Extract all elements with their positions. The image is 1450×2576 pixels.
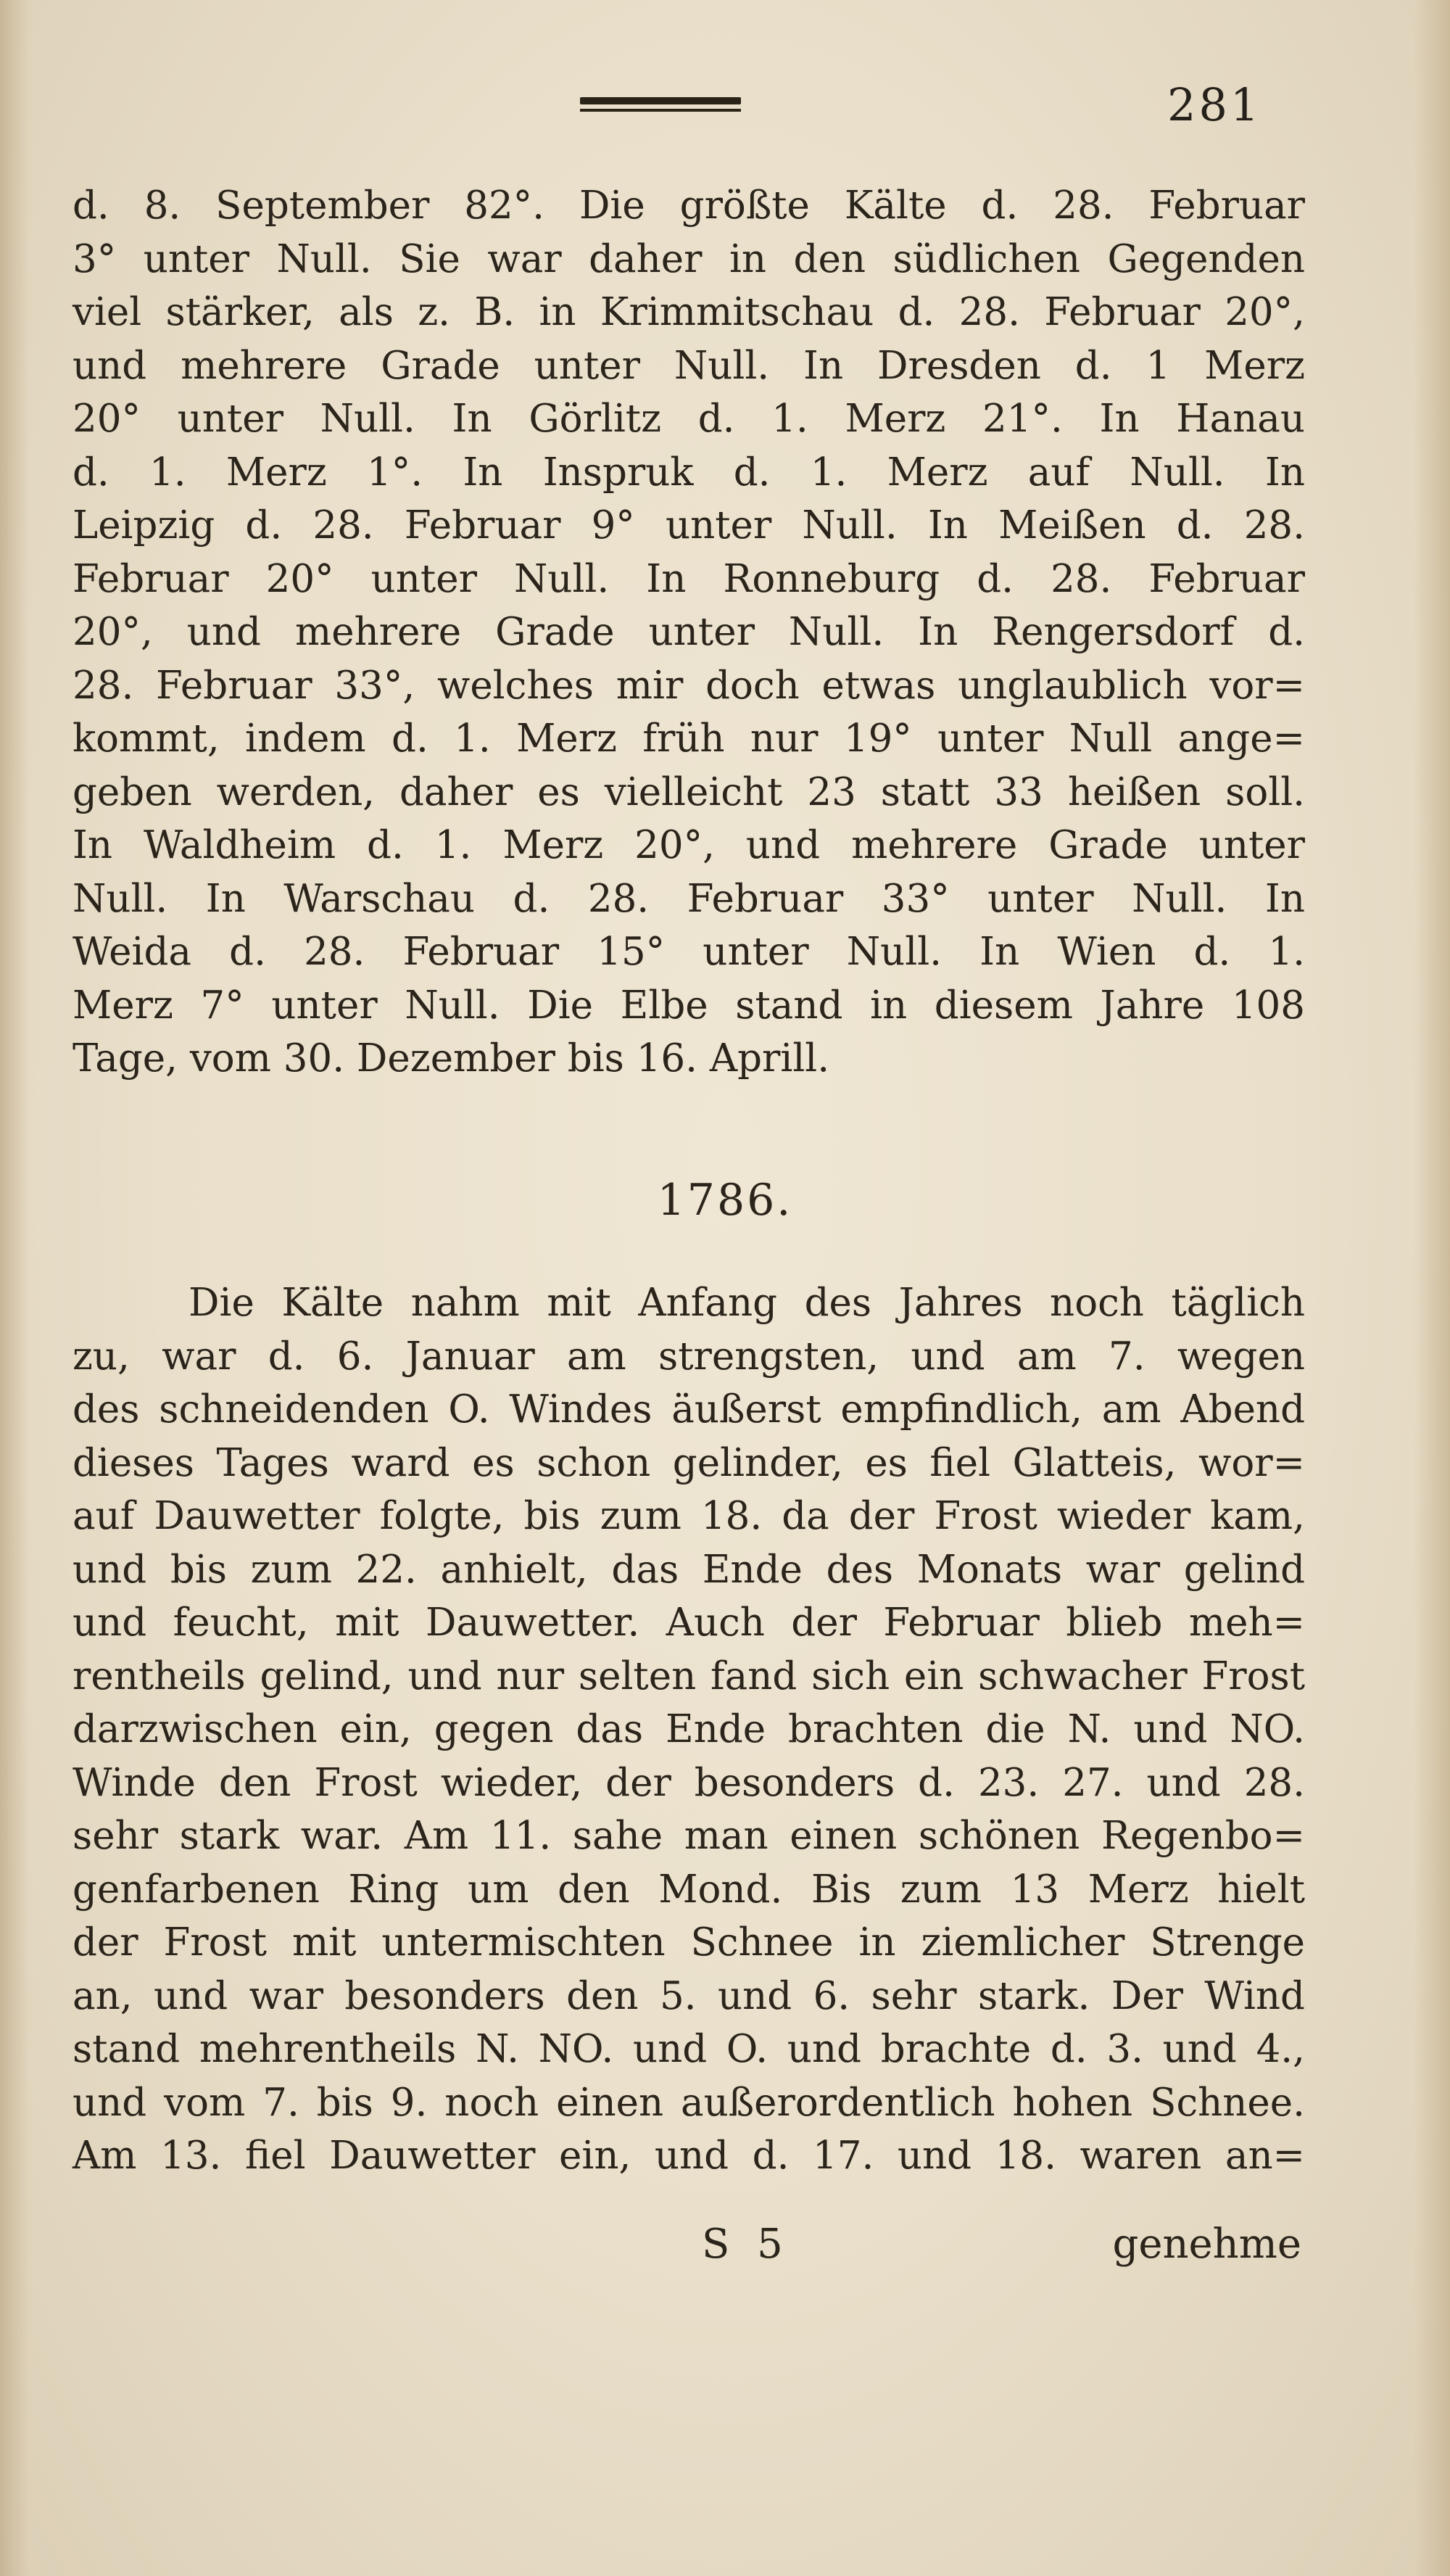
- text-line: kommt, indem d. 1. Merz früh nur 19° unter Null ange=: [72, 717, 1305, 761]
- text-line: Weida d. 28. Februar 15° unter Null. In Wien d. 1.: [72, 930, 1305, 974]
- text-line: 20° unter Null. In Görlitz d. 1. Merz 21°. In Hanau: [72, 397, 1305, 441]
- header-rule-thick: [580, 97, 741, 104]
- text-line: d. 1. Merz 1°. In Inspruk d. 1. Merz auf Null. In: [72, 450, 1305, 495]
- text-line: des schneidenden O. Windes äußerst empfindlich, am Abend: [72, 1387, 1305, 1432]
- text-line: und bis zum 22. anhielt, das Ende des Monats war gelind: [72, 1547, 1305, 1592]
- text-line: und feucht, mit Dauwetter. Auch der Februar blieb meh=: [72, 1601, 1305, 1645]
- year-heading: 1786.: [657, 1175, 793, 1226]
- paragraph-1: [72, 179, 1305, 1086]
- text-line: 3° unter Null. Sie war daher in den südlichen Gegenden: [72, 236, 1305, 281]
- text-line: an, und war besonders den 5. und 6. sehr stark. Der Wind: [72, 1973, 1305, 2018]
- text-line: Februar 20° unter Null. In Ronneburg d. 28. Februar: [72, 556, 1305, 601]
- text-line: In Waldheim d. 1. Merz 20°, und mehrere Grade unter: [72, 823, 1305, 867]
- text-line: Winde den Frost wieder, der besonders d. 23. 27. und 28.: [72, 1760, 1305, 1805]
- text-line: 20°, und mehrere Grade unter Null. In Rengersdorf d.: [72, 610, 1305, 654]
- text-line: d. 8. September 82°. Die größte Kälte d. 28. Februar: [72, 183, 1305, 228]
- text-line: darzwischen ein, gegen das Ende brachten die N. und NO.: [72, 1707, 1305, 1751]
- catchword: genehme: [1112, 2221, 1301, 2268]
- text-line: der Frost mit untermischten Schnee in ziemlicher Strenge: [72, 1920, 1305, 1965]
- text-line: zu, war d. 6. Januar am strengsten, und am 7. wegen: [72, 1334, 1305, 1379]
- text-line: dieses Tages ward es schon gelinder, es fiel Glatteis, wor=: [72, 1440, 1305, 1485]
- text-line: Die Kälte nahm mit Anfang des Jahres noch täglich: [188, 1281, 1305, 1325]
- text-line: geben werden, daher es vielleicht 23 statt 33 heißen soll.: [72, 769, 1305, 814]
- text-line: 28. Februar 33°, welches mir doch etwas unglaublich vor=: [72, 663, 1305, 708]
- text-line: Null. In Warschau d. 28. Februar 33° unter Null. In: [72, 876, 1305, 921]
- page-number: 281: [1167, 78, 1262, 131]
- text-line: rentheils gelind, und nur selten fand sich ein schwacher Frost: [72, 1654, 1305, 1698]
- text-line: sehr stark war. Am 11. sahe man einen schönen Regenbo=: [72, 1814, 1305, 1858]
- signature-mark: S 5: [702, 2221, 790, 2268]
- text-line: Merz 7° unter Null. Die Elbe stand in diesem Jahre 108: [72, 983, 1305, 1028]
- text-line: viel stärker, als z. B. in Krimmitschau d. 28. Februar 20°,: [72, 290, 1305, 334]
- text-line: und vom 7. bis 9. noch einen außerordentlich hohen Schnee.: [72, 2080, 1305, 2125]
- header-rule: [580, 97, 741, 117]
- header-rule-thin: [580, 109, 741, 112]
- text-line: Leipzig d. 28. Februar 9° unter Null. In Meißen d. 28.: [72, 503, 1305, 548]
- text-line: Am 13. fiel Dauwetter ein, und d. 17. und 18. waren an=: [72, 2134, 1305, 2178]
- text-line: Tage, vom 30. Dezember bis 16. Aprill.: [72, 1036, 830, 1081]
- page-edge-shadow-right: [1414, 0, 1450, 2576]
- text-line: auf Dauwetter folgte, bis zum 18. da der Frost wieder kam,: [72, 1494, 1305, 1538]
- text-line: und mehrere Grade unter Null. In Dresden d. 1 Merz: [72, 343, 1305, 388]
- text-line: stand mehrentheils N. NO. und O. und brachte d. 3. und 4.,: [72, 2027, 1305, 2071]
- text-line: genfarbenen Ring um den Mond. Bis zum 13 Merz hielt: [72, 1867, 1305, 1912]
- page-edge-shadow-left: [0, 0, 29, 2576]
- page-footer: [0, 2221, 1450, 2279]
- paragraph-2: [72, 1276, 1305, 2183]
